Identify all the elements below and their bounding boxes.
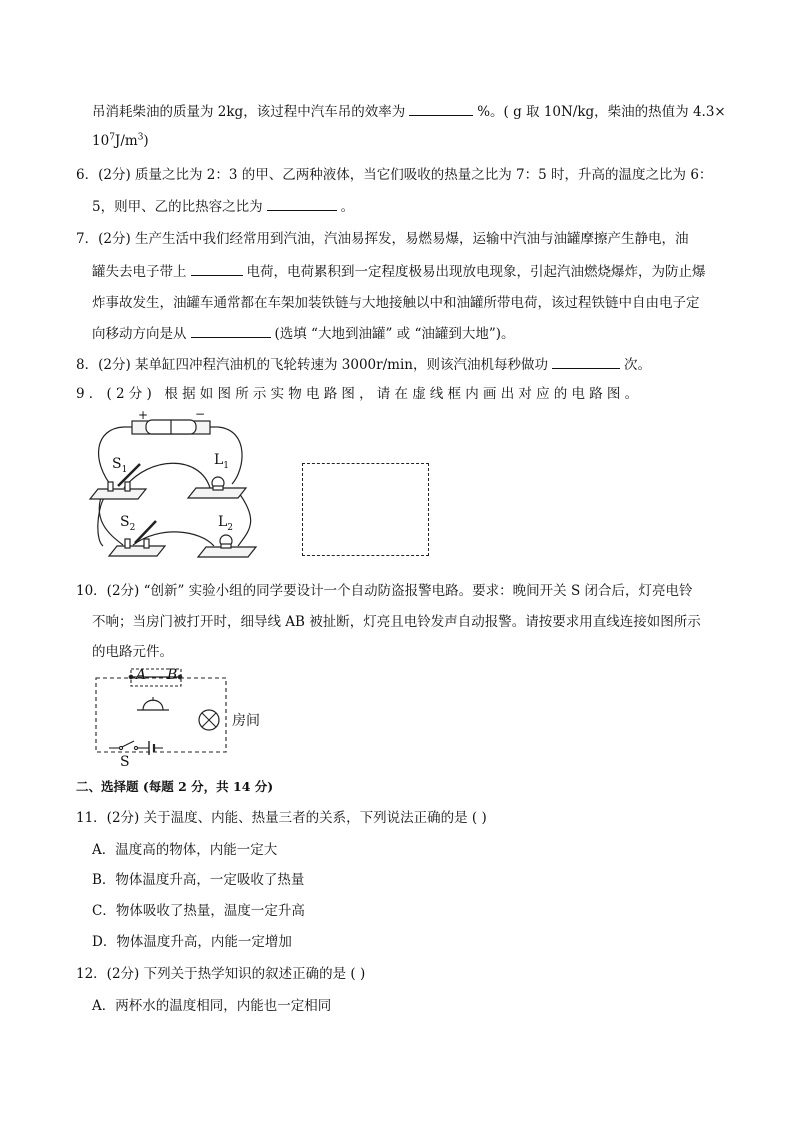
q7-text-b: 电荷，电荷累积到一定程度极易出现放电现象，引起汽油燃烧爆炸，为防止爆 <box>246 264 706 280</box>
q5-heat-unit-exp: 3 <box>137 132 144 143</box>
q5-heat-base: 10 <box>92 133 110 149</box>
q5-heat-unit: J/m <box>114 133 138 149</box>
q10-line2: 不响；当房门被打开时，细导线 AB 被扯断，灯亮且电铃发声自动报警。请按要求用直线连接如图所示 <box>92 614 701 630</box>
q11-stem: 11．(2分) 关于温度、内能、热量三者的关系，下列说法正确的是 ( ) <box>76 810 487 826</box>
l1-label: $L_1$ <box>214 452 230 471</box>
q7-line1: 7．(2分) 生产生活中我们经常用到汽油，汽油易挥发，易燃易爆，运输中汽油与油罐摩擦产生静电，油 <box>76 231 689 247</box>
l2-label: $L_2$ <box>218 514 234 533</box>
q5-text-b: %。( g 取 10N/kg，柴油的热值为 4.3× <box>477 104 726 120</box>
q5-heat-exp: 7 <box>109 132 115 143</box>
battery-plus-label: + <box>138 408 149 422</box>
q10-line1: 10．(2分) “创新” 实验小组的同学要设计一个自动防盗报警电路。要求：晚间开关 S 闭合后，灯亮电铃 <box>76 583 693 599</box>
section2-title: 二、选择题 (每题 2 分，共 14 分) <box>76 779 274 794</box>
q12-stem: 12．(2分) 下列关于热学知识的叙述正确的是 ( ) <box>76 966 366 982</box>
q7-text-d: (选填 “大地到油罐” 或 “油罐到大地”)。 <box>274 326 515 342</box>
q11-option-c[interactable]: C．物体吸收了热量，温度一定升高 <box>92 903 305 919</box>
q6-text-b: 。 <box>340 199 355 215</box>
q11-option-a[interactable]: A．温度高的物体，内能一定大 <box>92 842 278 858</box>
room-label: 房间 <box>232 713 260 729</box>
q6-text-a: 5，则甲、乙的比热容之比为 <box>92 199 263 215</box>
q11-option-b[interactable]: B．物体温度升高，一定吸收了热量 <box>92 872 305 888</box>
s1-label: $S_1$ <box>112 456 128 475</box>
q12-option-a[interactable]: A．两杯水的温度相同，内能也一定相同 <box>92 998 332 1014</box>
s2-label: $S_2$ <box>120 514 136 533</box>
q11-option-d[interactable]: D．物体温度升高，内能一定增加 <box>92 934 292 950</box>
q6-line1: 6．(2分) 质量之比为 2：3 的甲、乙两种液体，当它们吸收的热量之比为 7：5 时，升高的温度之比为 6： <box>76 167 713 183</box>
q8-text-a: 8．(2分) 某单缸四冲程汽油机的飞轮转速为 3000r/min，则该汽油机每秒做功 <box>76 357 548 373</box>
battery-minus-label: − <box>195 407 206 421</box>
wire-a-label: A <box>136 667 147 683</box>
wire-b-label: B <box>167 667 178 683</box>
q8-text-b: 次。 <box>623 357 651 373</box>
switch-s-label: S <box>120 754 130 770</box>
q7-text-a: 罐失去电子带上 <box>92 264 187 280</box>
q10-line3: 的电路元件。 <box>92 644 173 660</box>
q5-text-a: 吊消耗柴油的质量为 2kg，该过程中汽车吊的效率为 <box>92 104 406 120</box>
q7-line3: 炸事故发生，油罐车通常都在车架加装铁链与大地接触以中和油罐所带电荷，该过程铁链中自由电子定 <box>92 295 700 311</box>
q9-line: 9．(2分) 根据如图所示实物电路图，请在虚线框内画出对应的电路图。 <box>76 386 643 402</box>
q7-text-c: 向移动方向是从 <box>92 326 187 342</box>
q5-close-paren: ) <box>143 133 149 149</box>
